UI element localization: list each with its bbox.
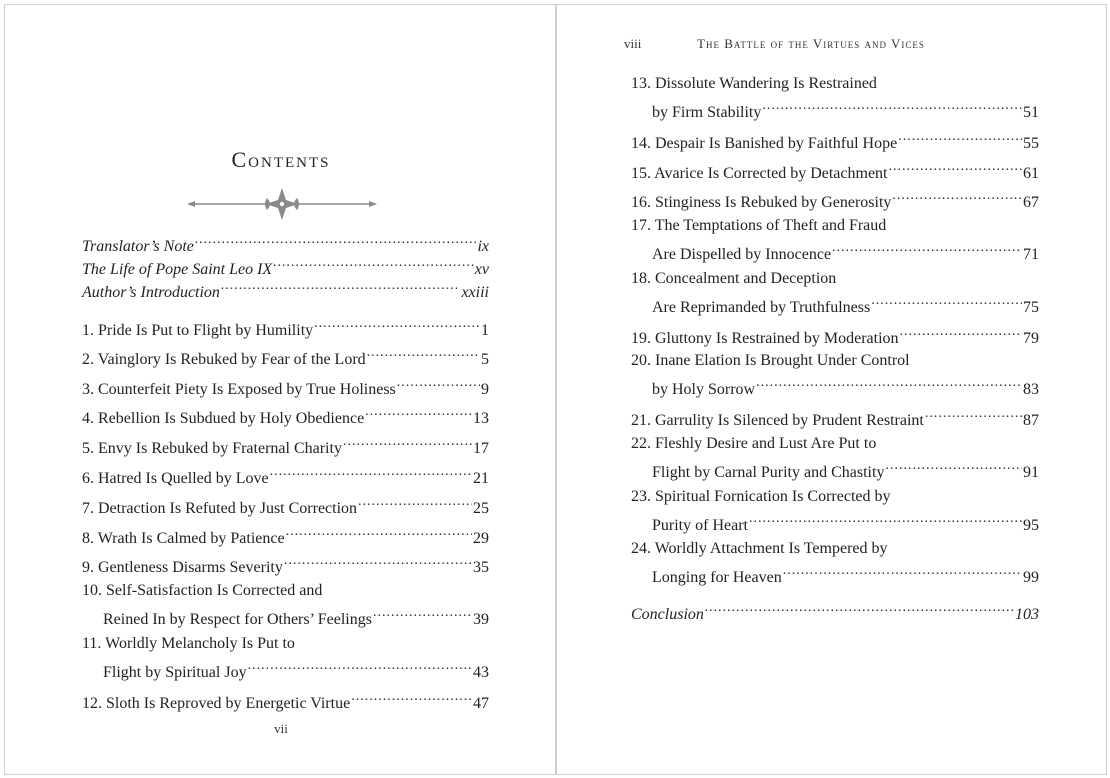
toc-entry-authors-introduction[interactable]	[82, 275, 489, 304]
toc-label: 12. Sloth Is Reproved by Energetic Virtue	[82, 695, 351, 712]
leader-dots	[358, 491, 472, 513]
toc-label: 7. Detraction Is Refuted by Just Correction	[82, 500, 358, 517]
toc-entry[interactable]	[82, 550, 489, 579]
toc-entry[interactable]	[82, 342, 489, 371]
page-number-footer: vii	[274, 721, 288, 736]
toc-label: 8. Wrath Is Calmed by Patience	[82, 530, 285, 547]
toc-label-line1: 17. The Temptations of Theft and Fraud	[631, 217, 887, 234]
leader-dots	[221, 275, 461, 297]
toc-page-number: 51	[1023, 104, 1039, 121]
leader-dots	[756, 372, 1022, 394]
toc-page-number: 21	[473, 470, 489, 487]
toc-label: 6. Hatred Is Quelled by Love	[82, 470, 269, 487]
leader-dots	[248, 655, 472, 677]
toc-label: Reined In by Respect for Others’ Feelings	[103, 611, 372, 628]
toc-entry[interactable]	[631, 403, 1039, 432]
toc-entry[interactable]	[82, 633, 489, 684]
toc-page-number: xv	[474, 261, 489, 278]
leader-dots	[314, 313, 480, 335]
right-page	[556, 4, 1107, 775]
leader-dots	[284, 550, 472, 572]
toc-page-number: 5	[481, 351, 489, 368]
page-title: Contents	[231, 147, 331, 172]
toc-page-number: 83	[1023, 381, 1039, 398]
toc-label: Conclusion	[631, 606, 704, 623]
toc-page-number: 71	[1023, 246, 1039, 263]
toc-page-number: ix	[477, 238, 489, 255]
toc-label-line1: 23. Spiritual Fornication Is Corrected by	[631, 488, 891, 505]
toc-entry[interactable]	[631, 73, 1039, 124]
leader-dots	[705, 597, 1014, 619]
toc-label-line1: 13. Dissolute Wandering Is Restrained	[631, 75, 877, 92]
toc-page-number: 29	[473, 530, 489, 547]
toc-entry[interactable]	[82, 580, 489, 631]
toc-page-number: 35	[473, 559, 489, 576]
toc-label: 9. Gentleness Disarms Severity	[82, 559, 283, 576]
toc-label: 1. Pride Is Put to Flight by Humility	[82, 322, 314, 339]
toc-entry[interactable]	[82, 491, 489, 520]
toc-label: 2. Vainglory Is Rebuked by Fear of the Lord	[82, 351, 366, 368]
toc-entry[interactable]	[631, 185, 1039, 214]
toc-page-number: 75	[1023, 299, 1039, 316]
toc-page-number: 55	[1023, 135, 1039, 152]
toc-label: 21. Garrulity Is Silenced by Prudent Restraint	[631, 412, 924, 429]
leader-dots	[365, 401, 472, 423]
leader-dots	[397, 372, 480, 394]
running-head: The Battle of the Virtues and Vices	[697, 36, 925, 51]
toc-page-number: 13	[473, 410, 489, 427]
toc-page-number: 17	[473, 440, 489, 457]
toc-label: 19. Gluttony Is Restrained by Moderation	[631, 330, 899, 347]
toc-page-number: 61	[1023, 165, 1039, 182]
toc-entry[interactable]	[631, 126, 1039, 155]
toc-entry[interactable]	[631, 321, 1039, 350]
toc-label: 16. Stinginess Is Rebuked by Generosity	[631, 194, 892, 211]
toc-label: 4. Rebellion Is Subdued by Holy Obedience	[82, 410, 365, 427]
toc-entry[interactable]	[82, 401, 489, 430]
toc-page-number: 99	[1023, 569, 1039, 586]
toc-page-number: 9	[481, 381, 489, 398]
leader-dots	[270, 461, 472, 483]
toc-entry[interactable]	[82, 372, 489, 401]
toc-label: by Firm Stability	[652, 104, 762, 121]
leader-dots	[373, 602, 472, 624]
toc-label: The Life of Pope Saint Leo IX	[82, 261, 273, 278]
toc-page-number: 39	[473, 611, 489, 628]
toc-page-number: 47	[473, 695, 489, 712]
toc-page-number: xxiii	[461, 284, 489, 301]
page-number-header: viii	[624, 36, 642, 51]
toc-label-line1: 24. Worldly Attachment Is Tempered by	[631, 540, 888, 557]
toc-label: Flight by Carnal Purity and Chastity	[652, 464, 885, 481]
leader-dots	[343, 431, 472, 453]
leader-dots	[762, 95, 1022, 117]
leader-dots	[783, 560, 1022, 582]
toc-label: Longing for Heaven	[652, 569, 782, 586]
toc-label: Flight by Spiritual Joy	[103, 664, 247, 681]
toc-label-line1: 11. Worldly Melancholy Is Put to	[82, 635, 295, 652]
toc-entry[interactable]	[631, 156, 1039, 185]
toc-entry[interactable]	[82, 313, 489, 342]
toc-label: 5. Envy Is Rebuked by Fraternal Charity	[82, 440, 342, 457]
toc-label-line1: 18. Concealment and Deception	[631, 270, 837, 287]
toc-entry[interactable]	[82, 461, 489, 490]
toc-page-number: 43	[473, 664, 489, 681]
toc-entry[interactable]	[82, 431, 489, 460]
toc-entry[interactable]	[631, 538, 1039, 589]
leader-dots	[892, 185, 1022, 207]
toc-page-number: 79	[1023, 330, 1039, 347]
toc-entry[interactable]	[631, 486, 1039, 537]
leader-dots	[286, 521, 472, 543]
toc-entry[interactable]	[631, 268, 1039, 319]
leader-dots	[195, 229, 477, 251]
toc-page-number: 1	[481, 322, 489, 339]
toc-entry[interactable]	[82, 521, 489, 550]
leader-dots	[749, 508, 1022, 530]
toc-page-number: 67	[1023, 194, 1039, 211]
toc-label: by Holy Sorrow	[652, 381, 756, 398]
toc-page-number: 91	[1023, 464, 1039, 481]
toc-label: 3. Counterfeit Piety Is Exposed by True Holiness	[82, 381, 396, 398]
toc-page-number: 95	[1023, 517, 1039, 534]
toc-label: Are Reprimanded by Truthfulness	[652, 299, 871, 316]
toc-entry[interactable]	[631, 433, 1039, 484]
toc-page-number: 103	[1015, 606, 1039, 623]
toc-entry[interactable]	[631, 350, 1039, 401]
toc-entry-conclusion[interactable]	[631, 597, 1039, 626]
toc-label-line1: 20. Inane Elation Is Brought Under Control	[631, 352, 910, 369]
left-page	[4, 4, 556, 775]
toc-entry[interactable]	[631, 215, 1039, 266]
leader-dots	[900, 321, 1022, 343]
leader-dots	[885, 455, 1022, 477]
toc-page-number: 25	[473, 500, 489, 517]
toc-label: 15. Avarice Is Corrected by Detachment	[631, 165, 888, 182]
leader-dots	[273, 252, 474, 274]
toc-page-number: 87	[1023, 412, 1039, 429]
toc-label: Purity of Heart	[652, 517, 748, 534]
toc-label: 14. Despair Is Banished by Faithful Hope	[631, 135, 898, 152]
leader-dots	[889, 156, 1023, 178]
toc-entry[interactable]	[82, 686, 489, 715]
leader-dots	[367, 342, 480, 364]
toc-label-line1: 22. Fleshly Desire and Lust Are Put to	[631, 435, 877, 452]
leader-dots	[898, 126, 1022, 148]
leader-dots	[832, 237, 1022, 259]
toc-label: Author’s Introduction	[82, 284, 220, 301]
leader-dots	[351, 686, 472, 708]
leader-dots	[925, 403, 1022, 425]
toc-label: Are Dispelled by Innocence	[652, 246, 832, 263]
fleuron-ornament-icon	[187, 186, 377, 222]
toc-label-line1: 10. Self-Satisfaction Is Corrected and	[82, 582, 323, 599]
leader-dots	[871, 290, 1022, 312]
toc-label: Translator’s Note	[82, 238, 194, 255]
